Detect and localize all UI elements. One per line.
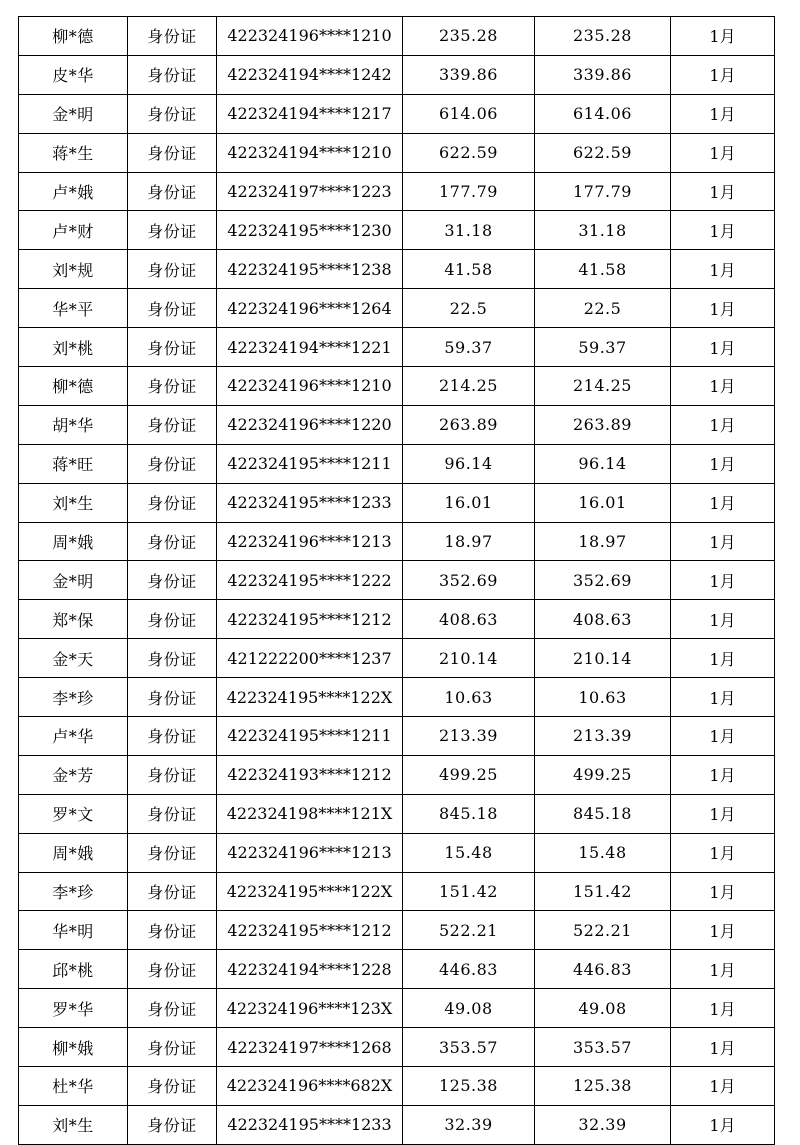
amount-cell: 352.69 <box>403 561 535 600</box>
table-row <box>19 483 775 522</box>
subsidy-amount-cell: 845.18 <box>535 794 671 833</box>
id-number-cell: 422324195****1233 <box>217 1105 403 1144</box>
month-cell: 1月 <box>671 794 775 833</box>
id-number-cell: 422324195****1233 <box>217 483 403 522</box>
id-number-cell: 422324195****1230 <box>217 211 403 250</box>
table-row <box>19 833 775 872</box>
id-number-cell: 422324195****122X <box>217 872 403 911</box>
name-cell: 李*珍 <box>19 872 128 911</box>
table-row <box>19 289 775 328</box>
id-number-cell: 422324196****1264 <box>217 289 403 328</box>
month-cell: 1月 <box>671 1067 775 1106</box>
id-type-cell: 身份证 <box>128 717 217 756</box>
id-type-cell: 身份证 <box>128 833 217 872</box>
name-cell: 刘*桃 <box>19 328 128 367</box>
id-type-cell: 身份证 <box>128 289 217 328</box>
subsidy-amount-cell: 235.28 <box>535 17 671 56</box>
name-cell: 华*平 <box>19 289 128 328</box>
amount-cell: 10.63 <box>403 678 535 717</box>
table-row <box>19 911 775 950</box>
amount-cell: 96.14 <box>403 444 535 483</box>
id-number-cell: 422324196****1213 <box>217 522 403 561</box>
id-number-cell: 422324196****123X <box>217 989 403 1028</box>
amount-cell: 15.48 <box>403 833 535 872</box>
name-cell: 罗*文 <box>19 794 128 833</box>
subsidy-amount-cell: 622.59 <box>535 133 671 172</box>
id-type-cell: 身份证 <box>128 600 217 639</box>
id-number-cell: 422324197****1268 <box>217 1028 403 1067</box>
amount-cell: 125.38 <box>403 1067 535 1106</box>
amount-cell: 210.14 <box>403 639 535 678</box>
amount-cell: 263.89 <box>403 405 535 444</box>
table-row <box>19 950 775 989</box>
subsidy-amount-cell: 352.69 <box>535 561 671 600</box>
month-cell: 1月 <box>671 639 775 678</box>
name-cell: 柳*娥 <box>19 1028 128 1067</box>
id-type-cell: 身份证 <box>128 483 217 522</box>
name-cell: 蒋*旺 <box>19 444 128 483</box>
table-row <box>19 405 775 444</box>
table-row <box>19 989 775 1028</box>
table-row <box>19 55 775 94</box>
table-row <box>19 522 775 561</box>
month-cell: 1月 <box>671 17 775 56</box>
name-cell: 皮*华 <box>19 55 128 94</box>
id-type-cell: 身份证 <box>128 172 217 211</box>
id-number-cell: 422324195****1212 <box>217 600 403 639</box>
id-number-cell: 422324195****1212 <box>217 911 403 950</box>
table-row <box>19 872 775 911</box>
month-cell: 1月 <box>671 289 775 328</box>
amount-cell: 845.18 <box>403 794 535 833</box>
subsidy-amount-cell: 31.18 <box>535 211 671 250</box>
table-row <box>19 328 775 367</box>
id-number-cell: 422324194****1217 <box>217 94 403 133</box>
id-number-cell: 422324194****1242 <box>217 55 403 94</box>
amount-cell: 177.79 <box>403 172 535 211</box>
month-cell: 1月 <box>671 522 775 561</box>
id-number-cell: 422324194****1221 <box>217 328 403 367</box>
id-number-cell: 422324196****1210 <box>217 17 403 56</box>
subsidy-amount-cell: 263.89 <box>535 405 671 444</box>
month-cell: 1月 <box>671 94 775 133</box>
month-cell: 1月 <box>671 911 775 950</box>
name-cell: 刘*生 <box>19 1105 128 1144</box>
id-number-cell: 422324195****1211 <box>217 444 403 483</box>
table-row <box>19 17 775 56</box>
id-number-cell: 422324195****1211 <box>217 717 403 756</box>
id-number-cell: 421222200****1237 <box>217 639 403 678</box>
subsidy-amount-cell: 177.79 <box>535 172 671 211</box>
id-type-cell: 身份证 <box>128 328 217 367</box>
id-type-cell: 身份证 <box>128 950 217 989</box>
amount-cell: 18.97 <box>403 522 535 561</box>
subsidy-amount-cell: 210.14 <box>535 639 671 678</box>
month-cell: 1月 <box>671 1105 775 1144</box>
id-type-cell: 身份证 <box>128 794 217 833</box>
subsidy-amount-cell: 353.57 <box>535 1028 671 1067</box>
month-cell: 1月 <box>671 133 775 172</box>
table-row <box>19 755 775 794</box>
month-cell: 1月 <box>671 561 775 600</box>
month-cell: 1月 <box>671 444 775 483</box>
subsidy-amount-cell: 125.38 <box>535 1067 671 1106</box>
subsidy-amount-cell: 214.25 <box>535 367 671 406</box>
month-cell: 1月 <box>671 600 775 639</box>
subsidy-amount-cell: 446.83 <box>535 950 671 989</box>
id-number-cell: 422324196****1210 <box>217 367 403 406</box>
name-cell: 卢*财 <box>19 211 128 250</box>
subsidy-amount-cell: 22.5 <box>535 289 671 328</box>
name-cell: 金*明 <box>19 94 128 133</box>
id-type-cell: 身份证 <box>128 522 217 561</box>
name-cell: 柳*德 <box>19 17 128 56</box>
name-cell: 金*明 <box>19 561 128 600</box>
month-cell: 1月 <box>671 211 775 250</box>
subsidy-amount-cell: 408.63 <box>535 600 671 639</box>
table-row <box>19 172 775 211</box>
subsidy-amount-cell: 96.14 <box>535 444 671 483</box>
subsidy-amount-cell: 151.42 <box>535 872 671 911</box>
amount-cell: 446.83 <box>403 950 535 989</box>
id-type-cell: 身份证 <box>128 1067 217 1106</box>
subsidy-amount-cell: 41.58 <box>535 250 671 289</box>
subsidy-amount-cell: 10.63 <box>535 678 671 717</box>
subsidy-amount-cell: 339.86 <box>535 55 671 94</box>
name-cell: 刘*生 <box>19 483 128 522</box>
name-cell: 蒋*生 <box>19 133 128 172</box>
amount-cell: 353.57 <box>403 1028 535 1067</box>
id-type-cell: 身份证 <box>128 405 217 444</box>
month-cell: 1月 <box>671 367 775 406</box>
month-cell: 1月 <box>671 678 775 717</box>
id-type-cell: 身份证 <box>128 639 217 678</box>
id-number-cell: 422324196****1213 <box>217 833 403 872</box>
id-type-cell: 身份证 <box>128 17 217 56</box>
month-cell: 1月 <box>671 172 775 211</box>
month-cell: 1月 <box>671 989 775 1028</box>
name-cell: 刘*规 <box>19 250 128 289</box>
id-number-cell: 422324195****1222 <box>217 561 403 600</box>
id-number-cell: 422324195****122X <box>217 678 403 717</box>
subsidy-amount-cell: 59.37 <box>535 328 671 367</box>
id-type-cell: 身份证 <box>128 444 217 483</box>
table-row <box>19 211 775 250</box>
amount-cell: 151.42 <box>403 872 535 911</box>
amount-cell: 22.5 <box>403 289 535 328</box>
id-number-cell: 422324196****682X <box>217 1067 403 1106</box>
table-body <box>19 17 775 1145</box>
id-type-cell: 身份证 <box>128 678 217 717</box>
subsidy-amount-cell: 16.01 <box>535 483 671 522</box>
subsidy-amount-cell: 32.39 <box>535 1105 671 1144</box>
month-cell: 1月 <box>671 950 775 989</box>
name-cell: 郑*保 <box>19 600 128 639</box>
month-cell: 1月 <box>671 755 775 794</box>
month-cell: 1月 <box>671 1028 775 1067</box>
amount-cell: 49.08 <box>403 989 535 1028</box>
amount-cell: 499.25 <box>403 755 535 794</box>
id-type-cell: 身份证 <box>128 561 217 600</box>
name-cell: 杜*华 <box>19 1067 128 1106</box>
amount-cell: 339.86 <box>403 55 535 94</box>
id-type-cell: 身份证 <box>128 989 217 1028</box>
amount-cell: 213.39 <box>403 717 535 756</box>
subsidy-amount-cell: 213.39 <box>535 717 671 756</box>
amount-cell: 622.59 <box>403 133 535 172</box>
id-number-cell: 422324198****121X <box>217 794 403 833</box>
id-number-cell: 422324194****1228 <box>217 950 403 989</box>
subsidy-table <box>18 16 775 1145</box>
table-row <box>19 678 775 717</box>
subsidy-amount-cell: 614.06 <box>535 94 671 133</box>
amount-cell: 31.18 <box>403 211 535 250</box>
table-row <box>19 250 775 289</box>
table-row <box>19 133 775 172</box>
id-type-cell: 身份证 <box>128 55 217 94</box>
name-cell: 华*明 <box>19 911 128 950</box>
month-cell: 1月 <box>671 328 775 367</box>
name-cell: 胡*华 <box>19 405 128 444</box>
table-row <box>19 367 775 406</box>
table-row <box>19 1028 775 1067</box>
month-cell: 1月 <box>671 483 775 522</box>
id-type-cell: 身份证 <box>128 211 217 250</box>
amount-cell: 59.37 <box>403 328 535 367</box>
month-cell: 1月 <box>671 872 775 911</box>
id-type-cell: 身份证 <box>128 872 217 911</box>
id-type-cell: 身份证 <box>128 1028 217 1067</box>
name-cell: 卢*娥 <box>19 172 128 211</box>
subsidy-amount-cell: 18.97 <box>535 522 671 561</box>
amount-cell: 214.25 <box>403 367 535 406</box>
subsidy-amount-cell: 15.48 <box>535 833 671 872</box>
amount-cell: 235.28 <box>403 17 535 56</box>
id-number-cell: 422324197****1223 <box>217 172 403 211</box>
table-row <box>19 1105 775 1144</box>
name-cell: 周*娥 <box>19 522 128 561</box>
table-row <box>19 561 775 600</box>
id-number-cell: 422324195****1238 <box>217 250 403 289</box>
name-cell: 李*珍 <box>19 678 128 717</box>
id-type-cell: 身份证 <box>128 367 217 406</box>
name-cell: 卢*华 <box>19 717 128 756</box>
month-cell: 1月 <box>671 405 775 444</box>
id-number-cell: 422324193****1212 <box>217 755 403 794</box>
subsidy-amount-cell: 499.25 <box>535 755 671 794</box>
id-type-cell: 身份证 <box>128 250 217 289</box>
month-cell: 1月 <box>671 55 775 94</box>
table-row <box>19 444 775 483</box>
amount-cell: 32.39 <box>403 1105 535 1144</box>
table-row <box>19 94 775 133</box>
month-cell: 1月 <box>671 250 775 289</box>
table-row <box>19 794 775 833</box>
table-row <box>19 1067 775 1106</box>
id-number-cell: 422324194****1210 <box>217 133 403 172</box>
name-cell: 罗*华 <box>19 989 128 1028</box>
month-cell: 1月 <box>671 833 775 872</box>
subsidy-amount-cell: 522.21 <box>535 911 671 950</box>
table-row <box>19 639 775 678</box>
subsidy-amount-cell: 49.08 <box>535 989 671 1028</box>
table-row <box>19 600 775 639</box>
name-cell: 金*天 <box>19 639 128 678</box>
name-cell: 周*娥 <box>19 833 128 872</box>
name-cell: 金*芳 <box>19 755 128 794</box>
amount-cell: 16.01 <box>403 483 535 522</box>
amount-cell: 522.21 <box>403 911 535 950</box>
table-row <box>19 717 775 756</box>
id-type-cell: 身份证 <box>128 1105 217 1144</box>
amount-cell: 408.63 <box>403 600 535 639</box>
month-cell: 1月 <box>671 717 775 756</box>
id-type-cell: 身份证 <box>128 755 217 794</box>
id-type-cell: 身份证 <box>128 94 217 133</box>
amount-cell: 41.58 <box>403 250 535 289</box>
id-number-cell: 422324196****1220 <box>217 405 403 444</box>
amount-cell: 614.06 <box>403 94 535 133</box>
name-cell: 邱*桃 <box>19 950 128 989</box>
id-type-cell: 身份证 <box>128 133 217 172</box>
name-cell: 柳*德 <box>19 367 128 406</box>
id-type-cell: 身份证 <box>128 911 217 950</box>
